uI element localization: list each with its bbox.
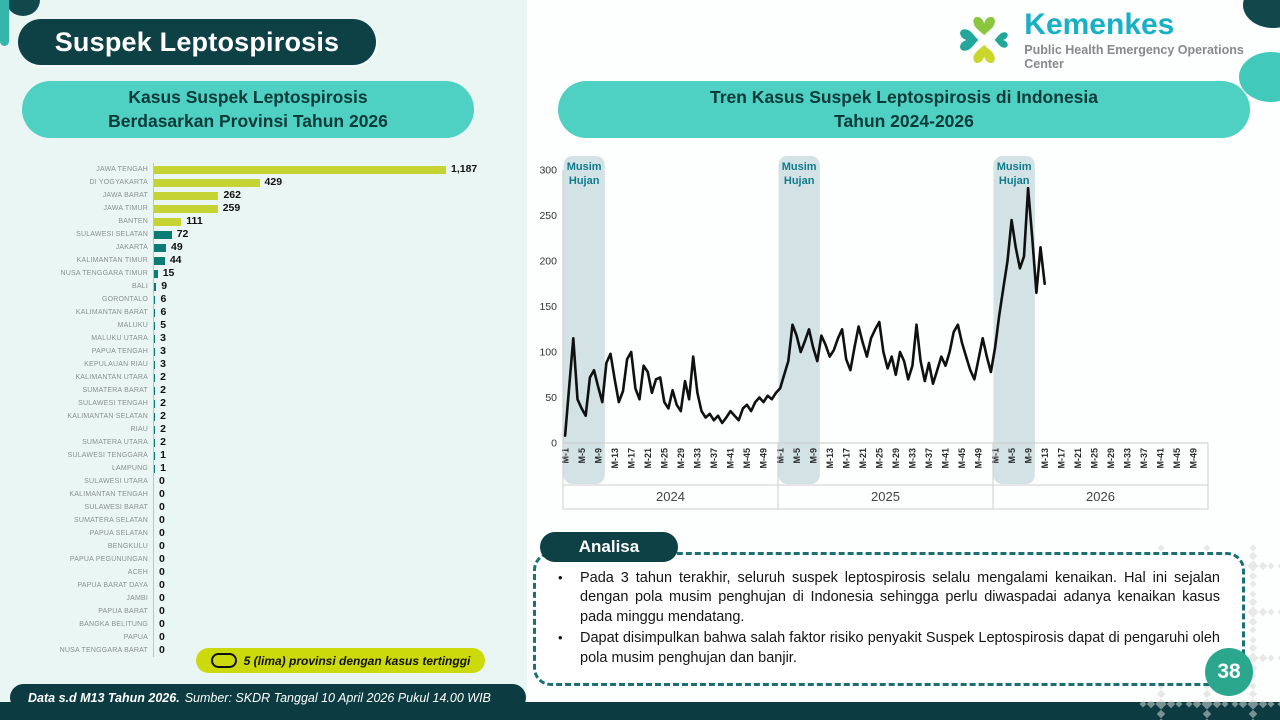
x-tick-label: M-41 [940,448,951,469]
x-tick-label: M-17 [841,448,852,469]
bar-category-label: KEPULAUAN RIAU [84,361,148,368]
bar-row [30,254,510,267]
x-tick-label: M-37 [709,448,720,469]
bar-category-label: JAMBI [126,595,148,602]
bar-category-label: JAWA TENGAH [96,166,148,173]
bar [154,374,155,382]
bar-row [30,514,510,527]
trend-line-chart [535,148,1240,513]
bar-value-label: 0 [159,566,165,578]
bar-track [153,280,510,293]
bar-category-label: PAPUA [123,634,148,641]
x-tick-label: M-9 [808,448,819,464]
bar-row [30,163,510,176]
bar-category-label: SUMATERA BARAT [82,387,148,394]
y-tick-label: 200 [539,255,557,268]
analisa-header-text: Analisa [578,537,640,556]
x-tick-label: M-37 [1139,448,1150,469]
logo-name: Kemenkes [1024,7,1175,41]
bar-track [153,501,510,514]
bar-row [30,436,510,449]
bar-value-label: 3 [160,332,166,344]
data-source-footer [10,684,526,711]
year-label: 2025 [871,489,900,504]
musim-hujan-label: Musim [996,161,1032,173]
x-tick-label: M-33 [1122,448,1133,469]
bar-row [30,501,510,514]
left-chart-header [22,81,474,138]
x-tick-label: M-49 [758,448,769,469]
bar-row [30,527,510,540]
y-tick-label: 250 [539,210,557,222]
bar-track [153,215,510,228]
bar-row [30,228,510,241]
bar-row [30,410,510,423]
bar-row [30,306,510,319]
x-tick-label: M-45 [957,448,968,469]
left-chart-header-line1: Kasus Suspek Leptospirosis [128,87,368,108]
bar-category-label: DI YOGYAKARTA [89,179,148,186]
bar-category-label: KALIMANTAN SELATAN [67,413,148,420]
bar-track [153,241,510,254]
page-number-badge [1205,648,1253,696]
bar-category-label: PAPUA TENGAH [91,348,148,355]
bar-track [153,189,510,202]
x-tick-label: M-33 [692,448,703,469]
bar-value-label: 1,187 [451,163,478,175]
bar-track [153,592,510,605]
bar [154,257,165,265]
analisa-box [533,552,1245,686]
bar-track [153,540,510,553]
bar-track [153,514,510,527]
x-tick-label: M-25 [1089,448,1100,469]
x-tick-label: M-49 [973,448,984,469]
y-tick-label: 150 [539,301,557,313]
bar-track [153,618,510,631]
page-number: 38 [1217,660,1241,683]
bar-category-label: KALIMANTAN BARAT [75,309,148,316]
bar-value-label: 0 [159,514,165,526]
bar-row [30,241,510,254]
bar-value-label: 429 [264,176,283,188]
x-tick-label: M-5 [791,448,802,464]
bar [154,439,155,447]
bar-track [153,553,510,566]
bar-category-label: PAPUA BARAT DAYA [77,582,148,589]
logo-subtitle: Public Health Emergency Operations Center [1024,42,1244,71]
bar-track [153,202,510,215]
bar [154,205,218,213]
bar-track [153,332,510,345]
bar-track [153,631,510,644]
bar-category-label: ACEH [127,569,148,576]
analisa-bullet-2: • Dapat disimpulkan bahwa salah faktor risiko penyakit Suspek Leptospirosis dapat di pengaruhi oleh pola musim penghujan dan banjir. [546,629,1220,668]
bar-row [30,475,510,488]
bar-row [30,371,510,384]
bar-value-label: 49 [171,241,183,253]
bar-value-label: 0 [159,579,165,591]
bar-row [30,566,510,579]
bar-row [30,345,510,358]
bar-track [153,384,510,397]
bar-category-label: GORONTALO [101,296,148,303]
x-tick-label: M-5 [1006,448,1017,464]
bar [154,270,158,278]
logo-text [1024,7,1280,71]
bar [154,218,181,226]
bar [154,452,155,460]
bar-row [30,488,510,501]
y-tick-label: 0 [551,437,557,450]
bar-value-label: 0 [159,501,165,513]
bar-row [30,332,510,345]
y-tick-label: 300 [539,164,557,177]
x-tick-label: M-17 [626,448,637,469]
bar-category-label: BANGKA BELITUNG [79,621,148,628]
year-label: 2026 [1086,489,1115,504]
bar-category-label: BALI [132,283,148,290]
bar-value-label: 0 [159,488,165,500]
bar [154,413,155,421]
musim-hujan-label: Hujan [998,175,1030,187]
x-tick-label: M-49 [1188,448,1199,469]
x-tick-label: M-13 [824,448,835,469]
bar-track [153,306,510,319]
bar-row [30,319,510,332]
bar-category-label: JAKARTA [115,244,148,251]
kemenkes-logo [952,8,1280,72]
bar-row [30,579,510,592]
bar-category-label: BENGKULU [107,543,148,550]
bar-value-label: 0 [159,475,165,487]
musim-hujan-band [564,156,605,484]
bar-row [30,189,510,202]
bar-category-label: MALUKU [117,322,148,329]
bar [154,426,155,434]
bar-category-label: SULAWESI UTARA [84,478,148,485]
bar-track [153,462,510,475]
bar-value-label: 0 [159,540,165,552]
x-tick-label: M-41 [1155,448,1166,469]
bar-track [153,527,510,540]
bar [154,348,155,356]
bar-track [153,397,510,410]
bar-track [153,228,510,241]
bar-value-label: 0 [159,644,165,656]
bar-value-label: 0 [159,618,165,630]
x-tick-label: M-9 [593,448,604,464]
bar-row [30,202,510,215]
analisa-header [540,532,678,562]
legend-capsule-icon [211,653,237,668]
bar-category-label: PAPUA PEGUNUNGAN [69,556,148,563]
bar-value-label: 0 [159,631,165,643]
bar-value-label: 15 [162,267,175,279]
bar [154,322,155,330]
bar-value-label: 9 [161,280,168,292]
x-tick-label: M-41 [725,448,736,469]
bar-category-label: PAPUA BARAT [98,608,148,615]
page-title-text: Suspek Leptospirosis [54,26,340,57]
musim-hujan-label: Musim [781,161,817,173]
bar-track [153,267,510,280]
bar-track [153,566,510,579]
bar-value-label: 44 [169,254,182,266]
x-tick-label: M-45 [1172,448,1183,469]
x-tick-label: M-45 [742,448,753,469]
bar-chart-legend [196,648,485,673]
bar-value-label: 2 [160,436,166,448]
x-tick-label: M-29 [891,448,902,469]
x-tick-label: M-9 [1023,448,1034,464]
x-tick-label: M-29 [1106,448,1117,469]
bar-value-label: 1 [160,462,166,474]
bar-value-label: 0 [159,605,165,617]
bar-track [153,254,510,267]
bar-category-label: KALIMANTAN TIMUR [76,257,148,264]
footer-period: Data s.d M13 Tahun 2026. [28,690,180,705]
right-chart-header-line1: Tren Kasus Suspek Leptospirosis di Indonesia [709,87,1099,108]
x-tick-label: M-21 [642,448,653,469]
bar-row [30,280,510,293]
bar-track [153,488,510,501]
bar [154,465,155,473]
bar-value-label: 2 [160,410,166,422]
bar-track [153,358,510,371]
bar-value-label: 2 [160,397,166,409]
bar [154,296,155,304]
bar-value-label: 0 [159,553,165,565]
musim-hujan-band [779,156,820,484]
bar-category-label: MALUKU UTARA [91,335,148,342]
bar-category-label: RIAU [130,426,148,433]
bar [154,166,446,174]
bar-track [153,475,510,488]
analisa-bullet-list [546,569,1220,668]
bar-category-label: NUSA TENGGARA TIMUR [60,270,148,277]
province-bar-chart [30,163,510,657]
bar-value-label: 0 [159,592,165,604]
right-chart-header-line2: Tahun 2024-2026 [834,110,974,131]
bar-track [153,176,510,189]
bar-value-label: 3 [160,345,166,357]
bar-category-label: JAWA TIMUR [103,205,148,212]
bar-value-label: 2 [160,423,166,435]
bar-row [30,540,510,553]
x-tick-label: M-13 [609,448,620,469]
bar-row [30,449,510,462]
bar-row [30,397,510,410]
bar [154,231,172,239]
bar-track [153,371,510,384]
bar-row [30,293,510,306]
bar-track [153,423,510,436]
bar-row [30,176,510,189]
bar-row [30,423,510,436]
bar-row [30,631,510,644]
bar-row [30,215,510,228]
bar-value-label: 72 [176,228,189,240]
bar-row [30,605,510,618]
x-tick-label: M-1 [560,448,571,464]
year-label: 2024 [656,489,685,504]
bar-track [153,345,510,358]
bar-track [153,163,510,176]
bar-category-label: PAPUA SELATAN [89,530,148,537]
bar-value-label: 1 [160,449,166,461]
bar-track [153,293,510,306]
bar-track [153,436,510,449]
bar-value-label: 2 [160,371,166,383]
bar-track [153,579,510,592]
bar-category-label: KALIMANTAN UTARA [75,374,148,381]
bar-category-label: KALIMANTAN TENGAH [69,491,148,498]
bar-category-label: SULAWESI TENGGARA [67,452,148,459]
x-tick-label: M-25 [659,448,670,469]
kemenkes-clover-icon [952,8,1016,72]
bar-category-label: NUSA TENGGARA BARAT [59,647,148,654]
x-tick-label: M-1 [990,448,1001,464]
bar [154,361,155,369]
bar-category-label: LAMPUNG [111,465,148,472]
bar [154,179,260,187]
bar [154,387,155,395]
bar-track [153,410,510,423]
bar-row [30,267,510,280]
bar-row [30,384,510,397]
bar-value-label: 5 [160,319,167,331]
right-chart-header [558,81,1250,138]
bar-category-label: JAWA BARAT [102,192,148,199]
bar [154,283,156,291]
bar-value-label: 259 [222,202,241,214]
musim-hujan-label: Hujan [783,175,815,187]
bar-value-label: 2 [160,384,166,396]
bar [154,244,166,252]
bar-category-label: SULAWESI BARAT [84,504,148,511]
x-tick-label: M-21 [1072,448,1083,469]
x-tick-label: M-21 [857,448,868,469]
left-edge-strip [0,0,9,46]
bar-category-label: SULAWESI SELATAN [76,231,148,238]
bar-row [30,462,510,475]
bar-value-label: 0 [159,527,165,539]
bar-value-label: 3 [160,358,166,370]
bar-category-label: SUMATERA SELATAN [74,517,148,524]
bar [154,335,155,343]
page-title [18,19,376,65]
bar-row [30,618,510,631]
bar-row [30,592,510,605]
x-tick-label: M-33 [907,448,918,469]
bar [154,192,218,200]
bar-track [153,319,510,332]
legend-text: 5 (lima) provinsi dengan kasus tertinggi [243,653,471,668]
footer-source: Sumber: SKDR Tanggal 10 April 2026 Pukul 14.00 WIB [184,690,491,705]
bar-category-label: BANTEN [118,218,148,225]
musim-hujan-label: Musim [566,161,602,173]
x-tick-label: M-13 [1039,448,1050,469]
bar [154,309,155,317]
bar-value-label: 262 [223,189,241,201]
bar-category-label: SUMATERA UTARA [82,439,148,446]
bar [154,400,155,408]
x-tick-label: M-1 [775,448,786,464]
bar-category-label: SULAWESI TENGAH [78,400,148,407]
left-chart-header-line2: Berdasarkan Provinsi Tahun 2026 [108,110,388,131]
x-tick-label: M-5 [576,448,587,464]
x-tick-label: M-29 [676,448,687,469]
bar-track [153,449,510,462]
bar-value-label: 6 [160,293,167,305]
y-tick-label: 50 [545,392,557,404]
x-tick-label: M-37 [924,448,935,469]
x-tick-label: M-25 [874,448,885,469]
musim-hujan-label: Hujan [568,175,600,187]
bar-value-label: 111 [186,215,203,227]
bar-value-label: 6 [160,306,167,318]
analisa-bullet-1: • Pada 3 tahun terakhir, seluruh suspek leptospirosis selalu mengalami kenaikan. Hal ini sejalan dengan pola musim penghujan di Indonesia sehingga perlu diwaspadai adanya kenaikan kasus pada minggu mendatang. [546,569,1220,627]
x-tick-label: M-17 [1056,448,1067,469]
y-tick-label: 100 [539,346,557,359]
bar-row [30,553,510,566]
bar-row [30,358,510,371]
bar-track [153,605,510,618]
